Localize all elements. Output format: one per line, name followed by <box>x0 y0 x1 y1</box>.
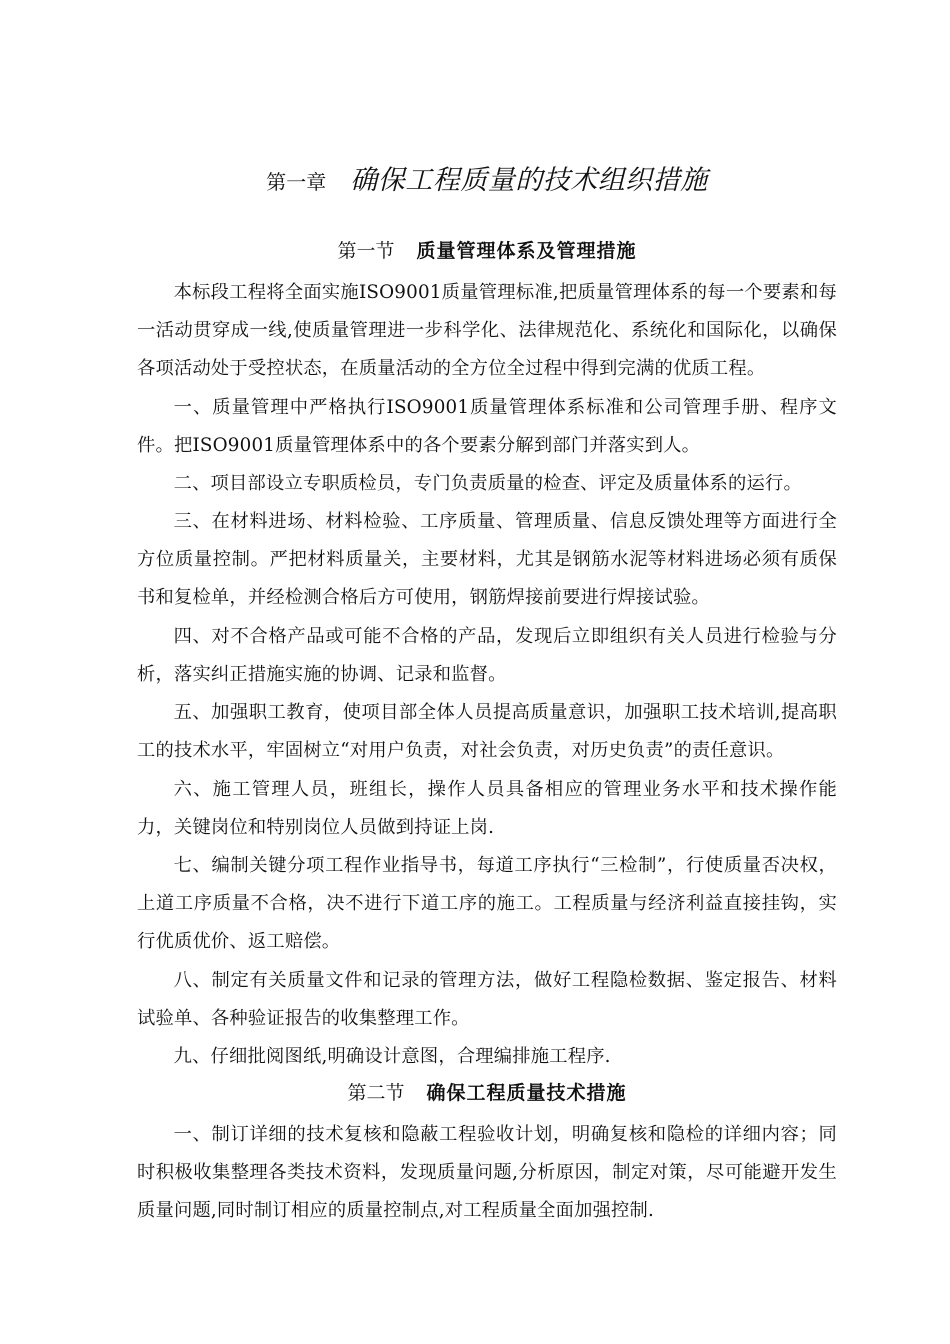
paragraph-item-2: 二、项目部设立专职质检员，专门负责质量的检查、评定及质量体系的运行。 <box>173 473 802 494</box>
paragraph-item-6: 六、施工管理人员，班组长，操作人员具备相应的管理业务水平和技术操作能力，关键岗位和特别岗位人员做到持证上岗. <box>137 779 837 839</box>
chapter-number: 第一章 <box>266 170 327 194</box>
section-1-name: 质量管理体系及管理措施 <box>416 240 637 262</box>
chapter-title <box>137 158 837 197</box>
paragraph-item-9: 九、仔细批阅图纸,明确设计意图，合理编排施工程序. <box>173 1046 611 1067</box>
section-1-number: 第一节 <box>337 240 395 262</box>
section-1-title <box>137 236 837 263</box>
section-2-name: 确保工程质量技术措施 <box>426 1082 627 1104</box>
paragraph-item-1: 一、质量管理中严格执行ISO9001质量管理体系标准和公司管理手册、程序文件。把ISO9001质量管理体系中的各个要素分解到部门并落实到人。 <box>137 397 837 457</box>
paragraph-item-5: 五、加强职工教育，使项目部全体人员提高质量意识，加强职工技术培训,提高职工的技术水平，牢固树立“对用户负责，对社会负责，对历史负责”的责任意识。 <box>137 702 837 762</box>
paragraph-item-3: 三、在材料进场、材料检验、工序质量、管理质量、信息反馈处理等方面进行全方位质量控制。严把材料质量关，主要材料，尤其是钢筋水泥等材料进场必须有质保书和复检单，并经检测合格后方可使用，钢筋焊接前要进行焊接试验。 <box>137 511 837 609</box>
paragraph-s2-item-1: 一、制订详细的技术复核和隐蔽工程验收计划，明确复核和隐检的详细内容；同时积极收集整理各类技术资料，发现质量问题,分析原因，制定对策，尽可能避开发生质量问题,同时制订相应的质量控制点,对工程质量全面加强控制. <box>137 1124 837 1222</box>
paragraph-intro: 本标段工程将全面实施ISO9001质量管理标准,把质量管理体系的每一个要素和每一活动贯穿成一线,使质量管理进一步科学化、法律规范化、系统化和国际化，以确保各项活动处于受控状态，在质量活动的全方位全过程中得到完满的优质工程。 <box>137 282 837 380</box>
paragraph-item-4: 四、对不合格产品或可能不合格的产品，发现后立即组织有关人员进行检验与分析，落实纠正措施实施的协调、记录和监督。 <box>137 626 837 686</box>
paragraph-item-8: 八、制定有关质量文件和记录的管理方法，做好工程隐检数据、鉴定报告、材料试验单、各种验证报告的收集整理工作。 <box>137 970 837 1030</box>
chapter-name: 确保工程质量的技术组织措施 <box>350 165 708 196</box>
section-2-number: 第二节 <box>347 1082 405 1104</box>
paragraph-item-7: 七、编制关键分项工程作业指导书，每道工序执行“三检制”，行使质量否决权，上道工序质量不合格，决不进行下道工序的施工。工程质量与经济利益直接挂钩，实行优质优价、返工赔偿。 <box>137 855 837 953</box>
section-2-title <box>137 1078 837 1105</box>
